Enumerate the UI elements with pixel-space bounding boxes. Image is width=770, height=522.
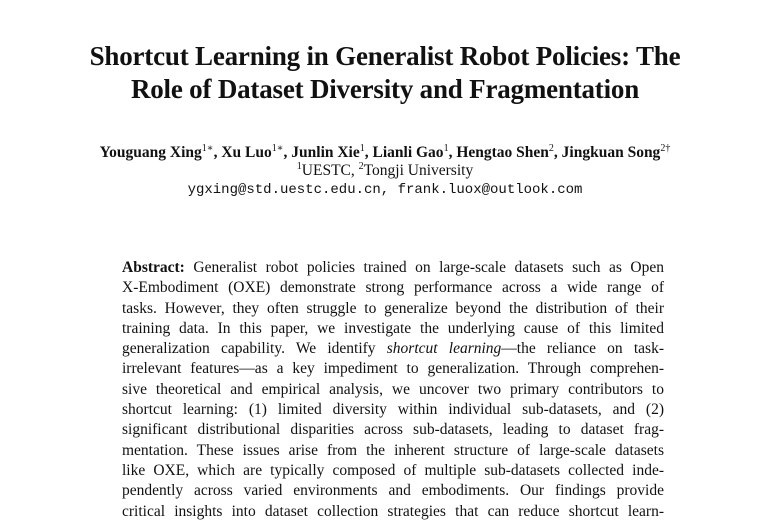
abstract-line: shortcut learning: (1) limited diversity within individual sub-datasets, and (2) (122, 401, 664, 419)
title-line-2: Role of Dataset Diversity and Fragmentation (130, 74, 640, 104)
author-marker: 1 (443, 143, 449, 154)
abstract-text: generalization capability. We identify (122, 340, 387, 358)
abstract-line: critical insights into dataset collection strategies that can reduce shortcut learn- (122, 502, 664, 520)
author-marker: 2 (548, 143, 554, 154)
abstract-line: like OXE, which are typically composed of multiple sub-datasets collected inde- (122, 461, 664, 479)
abstract-line (122, 339, 664, 359)
author-marker: 1 (359, 143, 365, 154)
author-name: Hengtao Shen (456, 144, 549, 161)
author-name: Lianli Gao (372, 144, 444, 161)
abstract-text: Generalist robot policies trained on large-scale datasets such as Open (193, 259, 664, 276)
abstract (122, 258, 664, 522)
abstract-line: significant distributional disparities across sub-datasets, leading to dataset frag- (122, 421, 664, 439)
author-name: Youguang Xing (99, 144, 202, 161)
abstract-line: mentation. These issues arise from the inherent structure of large-scale datasets (122, 441, 664, 459)
affiliation-name: Tongji University (363, 162, 474, 179)
abstract-emphasis: shortcut learning (386, 340, 502, 358)
abstract-line: tasks. However, they often struggle to generalize beyond the distribution of their (122, 299, 664, 317)
abstract-line (122, 258, 664, 278)
abstract-line: training data. In this paper, we investigate the underlying cause of this limited (122, 319, 664, 337)
author-name: Junlin Xie (291, 144, 360, 161)
affiliation-marker: 2 (358, 161, 364, 172)
author-marker: 1∗ (271, 143, 284, 154)
abstract-line: irrelevant features—as a key impediment to generalization. Through comprehen- (122, 360, 664, 378)
affiliation-name: UESTC (301, 162, 351, 179)
abstract-text: —the reliance on task- (501, 340, 664, 358)
title-line-1: Shortcut Learning in Generalist Robot Policies: The (89, 41, 681, 71)
author-list: Youguang Xing$^{1∗}$, Xu Luo$^{1∗}$, Junlin Xie$^1$, Lianli Gao$^1$, Hengtao Shen$^2$, Jingkuan Song$^{2\dagger}$ (99, 143, 671, 161)
author-marker: 2† (660, 143, 671, 154)
abstract-label: Abstract: (122, 259, 185, 276)
author-name: Jingkuan Song (561, 144, 661, 161)
abstract-line: pendently across varied environments and embodiments. Our findings provide (122, 482, 664, 500)
author-marker: 1∗ (201, 143, 214, 154)
affiliations: $^1$UESTC, $^2$Tongji University (296, 161, 474, 179)
abstract-line: sive theoretical and empirical analysis, we uncover two primary contributors to (122, 380, 664, 398)
affiliation-marker: 1 (296, 161, 302, 172)
contact-emails: ygxing@std.uestc.edu.cn, frank.luox@outlook.com (187, 182, 583, 198)
paper-title (0, 40, 770, 106)
author-name: Xu Luo (221, 144, 272, 161)
abstract-line: X-Embodiment (OXE) demonstrate strong performance across a wide range of (122, 279, 664, 297)
